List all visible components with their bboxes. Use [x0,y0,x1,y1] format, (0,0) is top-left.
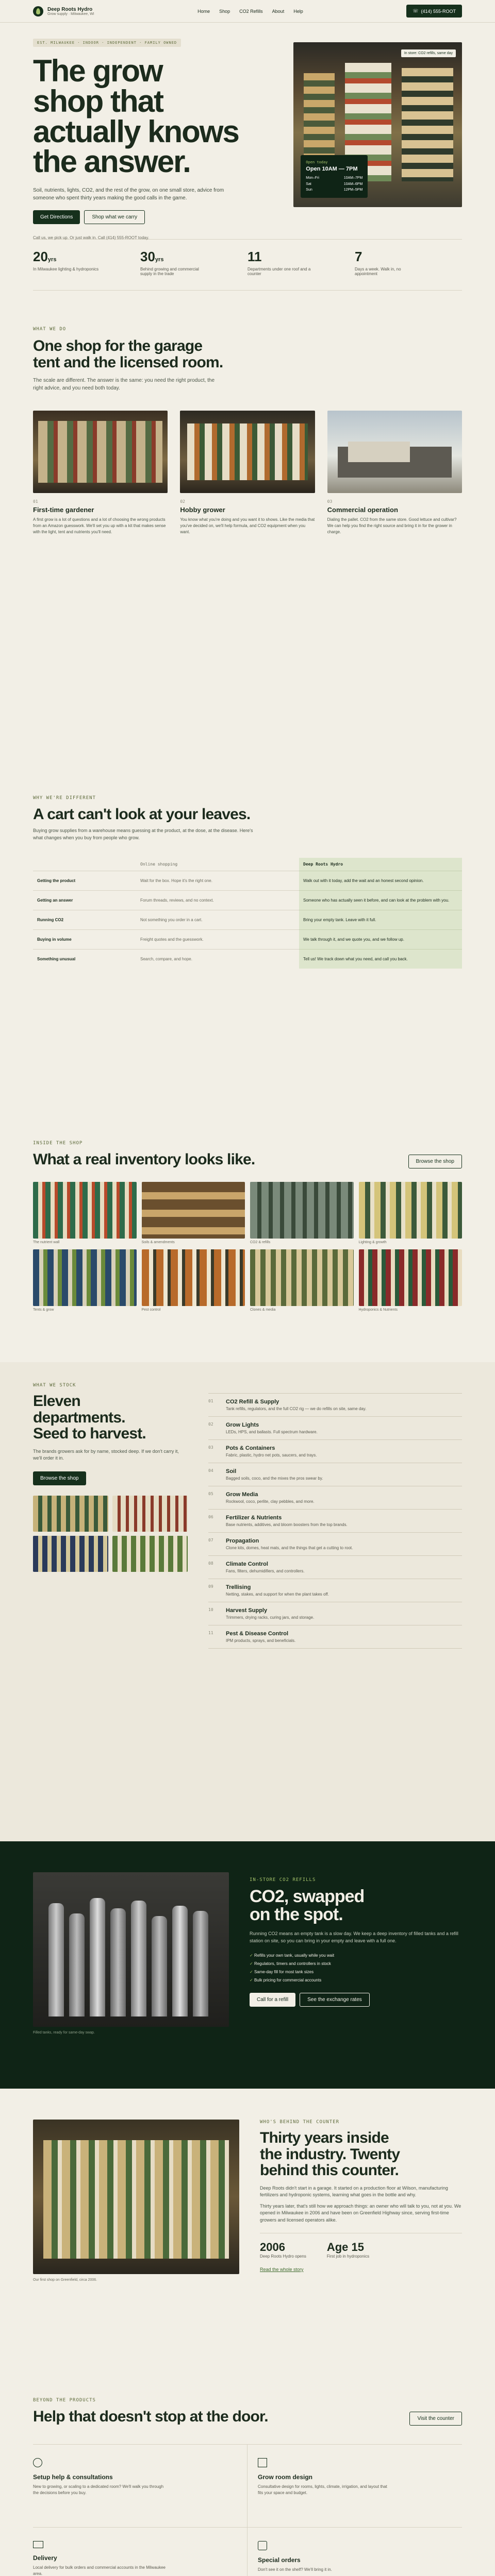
co2-photo [33,1872,229,2027]
comparison-table: Online shopping Deep Roots Hydro Getting the product Wait for the box. Hope it's the right one. Walk out with it today, add the wait and an honest second opinion. Getting an answer Forum threads, reviews, and no context. Someone who has actually seen it before, and can look at the problem with you. Running CO2 Not something you order in a cart. Bring your empty tank. Leave with it full. Buying in volume Freight quotes and the guesswork. We talk through it, and we quote you, and we follow up. Something unusual Search, compare, and hope. Tell us! We track down what you need, and call you back. [33,858,462,969]
department-item[interactable]: 09 Trellising Netting, stakes, and support for when the plant takes off. [208,1579,462,1602]
stats-row [33,239,462,291]
inventory-tile[interactable]: Pest control [142,1249,245,1312]
help-card: Setup help & consultations New to growing, or scaling to a dedicated room? We'll walk you through the decisions before you buy. [33,2445,248,2528]
department-photo [33,1536,108,1572]
about-eyebrow: WHO'S BEHIND THE COUNTER [260,2120,340,2125]
check-icon: ✓ [250,1961,254,1967]
co2-bullet: ✓ Same-day fill for most tank sizes [250,1970,314,1975]
department-item[interactable]: 11 Pest & Disease Control IPM products, sprays, and beneficials. [208,1625,462,1649]
read-story-link[interactable]: Read the whole story [260,2267,304,2272]
about-title: Thirty years inside the industry. Twenty behind this counter. [260,2129,400,2179]
call-refill-button[interactable]: Call for a refill [250,1993,295,2007]
department-item[interactable]: 06 Fertilizer & Nutrients Base nutrients, additives, and bloom boosters from the top brands. [208,1509,462,1532]
department-photo [33,1496,108,1532]
check-icon: ✓ [250,1970,254,1975]
help-card: Special orders Don't see it on the shelf? We'll bring it in. [248,2528,462,2576]
department-item[interactable]: 03 Pots & Containers Fabric, plastic, hydro net pots, saucers, and trays. [208,1439,462,1463]
help-icon [258,2458,267,2467]
about-caption: Our first shop on Greenfield, circa 2006. [33,2278,97,2282]
inventory-tile[interactable]: Soils & amendments [142,1182,245,1244]
about-body-2: Thirty years later, that's still how we approach things: an owner who will talk to you, not at you. We opened in Milwaukee in 2006 and have been on Greenfield Highway since, serving first-time growers and licensed operators alike. [260,2203,461,2223]
hero-body: Soil, nutrients, lights, CO2, and the rest of the grow, on one small store, advice from someone who spent thirty years making the good calls in the game. [33,188,224,201]
audience-card: 03 Commercial operation Dialing the pallet. CO2 from the same store. Good lettuce and cultivar? We can help you find the right source and bring it in for the grower in charge. [327,411,462,535]
departments-section [0,1362,495,1841]
nav-link-co2[interactable]: CO2 Refills [239,8,263,14]
audience-card: 02 Hobby grower You know what you're doing and you want it to shows. Like the media that you've decided on, we'll help formula, and CO2 equipment when you want. [180,411,315,535]
inventory-tile[interactable]: Tents & grow [33,1249,137,1312]
nav-link-about[interactable]: About [272,8,285,14]
hours-card: Open today Open 10AM — 7PM Mon–Fri 10AM–7PM Sat 10AM–6PM Sun 12PM–5PM [301,155,368,198]
stat-item: 11 Departments under one roof and a counter [248,249,311,276]
department-photo [112,1536,188,1572]
stat-item: 20yrs In Milwaukee lighting & hydroponics [33,249,99,272]
help-icon [33,2541,43,2548]
departments-title: Eleven departments. Seed to harvest. [33,1393,146,1442]
hero-note: Call us, we pick up. Or just walk in. Call (414) 555-ROOT today. [33,235,150,241]
departments-browse-button[interactable]: Browse the shop [33,1471,86,1485]
logo-sub: Grow supply · Milwaukee, WI [47,12,94,16]
hero-photo [293,42,462,207]
nav-phone-button[interactable]: ☏ (414) 555-ROOT [406,5,462,18]
inventory-eyebrow: INSIDE THE SHOP [33,1141,83,1146]
nav-link-home[interactable]: Home [197,8,210,14]
department-item[interactable]: 01 CO2 Refill & Supply Tank refills, regulators, and the full CO2 rig — we do refills on site, same day. [208,1393,462,1416]
cart-section [0,785,495,1115]
help-icon [258,2541,267,2550]
hours-card-title: Open 10AM — 7PM [306,166,358,173]
shop-title: One shop for the garage tent and the licensed room. [33,337,223,371]
department-list [208,1383,462,1821]
inventory-title: What a real inventory looks like. [33,1151,255,1168]
check-icon: ✓ [250,1978,254,1983]
co2-bullet: ✓ Bulk pricing for commercial accounts [250,1978,322,1983]
department-item[interactable]: 08 Climate Control Fans, filters, dehumidifiers, and controllers. [208,1555,462,1579]
check-icon: ✓ [250,1953,254,1958]
inventory-section [0,1115,495,1362]
departments-eyebrow: WHAT WE STOCK [33,1383,76,1388]
card-photo [327,411,462,493]
nav-link-shop[interactable]: Shop [219,8,230,14]
visit-counter-button[interactable]: Visit the counter [409,2412,462,2426]
inventory-grid [33,1182,462,1312]
help-eyebrow: BEYOND THE PRODUCTS [33,2398,96,2403]
co2-bullet: ✓ Regulators, timers and controllers in stock [250,1961,331,1967]
inventory-tile[interactable]: CO2 & refills [250,1182,354,1244]
help-icon [33,2458,42,2467]
get-directions-button[interactable]: Get Directions [33,210,80,224]
hero-eyebrow: EST. MILWAUKEE · INDOOR · INDEPENDENT · FAMILY OWNED [33,39,181,47]
card-photo [33,411,168,493]
nav-link-help[interactable]: Help [293,8,303,14]
hero [0,23,495,239]
col-us: Deep Roots Hydro [299,858,462,871]
phone-icon: ☏ [412,8,419,13]
audience-card: 01 First-time gardener A first grow is a lot of questions and a lot of choosing the wrong products from an Amazon guesswork. We'll set you up with a kit that makes sense with the light, tent and nutrients you'll need. [33,411,168,535]
help-grid [33,2444,462,2576]
department-item[interactable]: 05 Grow Media Rockwool, coco, perlite, clay pebbles, and more. [208,1486,462,1509]
help-card: Grow room design Consultative design for rooms, lights, climate, irrigation, and layout that fits your space and budget. [248,2445,462,2528]
logo-icon [33,6,43,16]
card-photo [180,411,315,493]
department-item[interactable]: 07 Propagation Clone kits, domes, heat mats, and the things that get a cutting to root. [208,1532,462,1555]
cart-title: A cart can't look at your leaves. [33,806,251,823]
top-nav [0,0,495,23]
shop-section [0,291,495,785]
inventory-tile[interactable]: The nutrient wall [33,1182,137,1244]
cart-body: Buying grow supplies from a warehouse means guessing at the product, at the dose, at the disease. Here's what changes when you buy from people who grow. [33,828,253,840]
co2-title: CO2, swapped on the spot. [250,1887,365,1924]
logo[interactable] [33,6,94,16]
card-title: Hobby grower [180,506,225,514]
departments-body: The brands growers ask for by name, stocked deep. If we don't carry it, we'll order it in. [33,1448,179,1461]
about-stat: Age 15 First job in hydroponics [326,2241,370,2259]
card-title: Commercial operation [327,506,398,514]
co2-badge: In store: CO2 refills, same day [401,49,456,57]
inventory-tile[interactable]: Clones & media [250,1249,354,1312]
stat-item: 30yrs Behind growing and commercial supply in the trade [140,249,199,276]
about-body-1: Deep Roots didn't start in a garage. It started on a production floor at Wilson, manufacturing fertilizers and hydroponic systems, learning what goes in the bottle and why. [260,2185,448,2197]
co2-bullet: ✓ Refills your own tank, usually while you wait [250,1953,335,1958]
hours-card-label: Open today [306,160,328,165]
stat-item: 7 Days a week. Walk in, no appointment [355,249,401,276]
help-title: Help that doesn't stop at the door. [33,2408,268,2425]
co2-caption: Filled tanks, ready for same-day swap. [33,2031,95,2035]
shop-eyebrow: WHAT WE DO [33,327,67,332]
browse-shop-button[interactable]: Browse the shop [408,1155,463,1168]
help-section [0,2377,495,2576]
card-title: First-time gardener [33,506,94,514]
help-card: Delivery Local delivery for bulk orders and commercial accounts in the Milwaukee area. [33,2528,248,2576]
exchange-rates-button[interactable]: See the exchange rates [300,1993,370,2007]
cart-eyebrow: WHY WE'RE DIFFERENT [33,795,96,801]
shop-body: The scale are different. The answer is the same: you need the right product, the right advice, and you need both today. [33,378,215,391]
department-item[interactable]: 02 Grow Lights LEDs, HPS, and ballasts. Full spectrum hardware. [208,1416,462,1439]
co2-section [0,1841,495,2089]
department-item[interactable]: 04 Soil Bagged soils, coco, and the mixes the pros swear by. [208,1463,462,1486]
department-photo [112,1496,188,1532]
col-online: Online shopping [140,862,178,867]
co2-body: Running CO2 means an empty tank is a slow day. We keep a deep inventory of filled tanks and a refill station on site, so you can bring in your empty and leave with a full one. [250,1931,458,1943]
department-item[interactable]: 10 Harvest Supply Trimmers, drying racks, curing jars, and storage. [208,1602,462,1625]
co2-eyebrow: IN-STORE CO2 REFILLS [250,1877,316,1883]
hero-title: The grow shop that actually knows the answer. [33,54,239,179]
shop-button[interactable]: Shop what we carry [84,210,145,224]
inventory-tile[interactable]: Hydroponics & Nutrients [359,1249,463,1312]
inventory-tile[interactable]: Lighting & growth [359,1182,463,1244]
about-photo [33,2120,239,2274]
logo-name: Deep Roots Hydro [47,6,93,12]
about-stat: 2006 Deep Roots Hydro opens [260,2241,306,2259]
about-section [0,2089,495,2377]
